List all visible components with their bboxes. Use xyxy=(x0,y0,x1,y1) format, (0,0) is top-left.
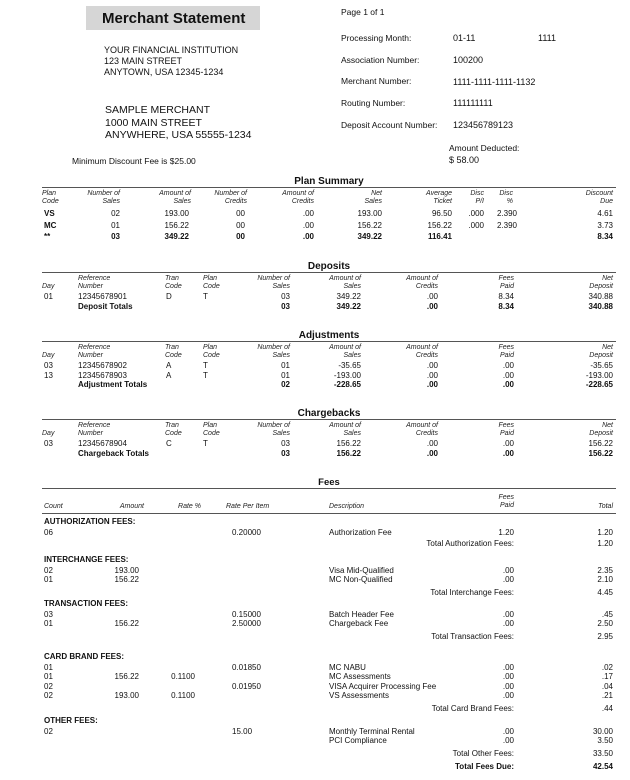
merchant-address xyxy=(105,104,252,142)
fee-count: 02 xyxy=(44,565,53,575)
plan-cell: 156.22 xyxy=(357,220,382,230)
fee-group-total-value: .44 xyxy=(601,703,613,713)
fee-description: VISA Acquirer Processing Fee xyxy=(329,681,437,691)
chargebacks-cell: .00 xyxy=(426,439,438,448)
plan-cell: 01 xyxy=(111,220,120,230)
fee-group-title: AUTHORIZATION FEES: xyxy=(44,517,136,526)
fee-group-total-label: Total Interchange Fees: xyxy=(430,587,514,597)
address-line: 1000 MAIN STREET xyxy=(105,116,202,129)
statement-title: Merchant Statement xyxy=(102,10,246,27)
deposits-total-cell: 340.88 xyxy=(588,301,613,311)
institution-address xyxy=(104,45,238,78)
fee-group-title: INTERCHANGE FEES: xyxy=(44,555,129,564)
adjustments-total-cell: 02 xyxy=(281,380,290,389)
fee-total: 2.35 xyxy=(597,565,613,575)
field-value: 01-11 xyxy=(453,33,476,43)
adjustments-cell: .00 xyxy=(502,370,514,380)
deposits-cell: 03 xyxy=(281,292,290,301)
fee-group-total-label: Total Card Brand Fees: xyxy=(431,703,514,713)
divider xyxy=(42,513,616,514)
divider xyxy=(42,419,616,420)
chargebacks-cell: 156.22 xyxy=(336,439,361,448)
plan-cell: 3.73 xyxy=(597,220,613,230)
fee-total: 1.20 xyxy=(597,527,613,537)
column-header-day: Day xyxy=(42,283,55,290)
fee-description: VS Assessments xyxy=(329,691,390,700)
fees-header-rate: Rate % xyxy=(178,503,201,510)
fee-paid: .00 xyxy=(502,672,514,681)
column-header: Amount of Credits xyxy=(406,275,438,290)
plan-total-cell: 00 xyxy=(236,232,245,241)
deposits-cell: 340.88 xyxy=(588,292,613,301)
field-value: 111111111 xyxy=(453,98,493,108)
column-header: Net Deposit xyxy=(589,344,613,359)
divider xyxy=(42,488,616,489)
plan-cell: .00 xyxy=(302,220,314,230)
fee-group-title: TRANSACTION FEES: xyxy=(44,599,128,608)
fee-amount: 156.22 xyxy=(114,575,139,584)
column-header: Plan Code xyxy=(203,344,220,359)
divider xyxy=(42,187,616,188)
plan-column-header: Disc % xyxy=(499,190,513,205)
fees-header-per-item: Rate Per Item xyxy=(226,503,270,510)
amount-deducted-value: $ 58.00 xyxy=(449,155,480,165)
plan-cell: 2.390 xyxy=(496,209,517,218)
address-line: ANYTOWN, USA 12345-1234 xyxy=(104,67,224,77)
fee-count: 02 xyxy=(44,681,53,691)
fee-rate-per-item: 0.01950 xyxy=(232,681,261,691)
adjustments-cell: 01 xyxy=(281,361,290,370)
plan-cell: 2.390 xyxy=(496,220,517,230)
adjustments-cell: A xyxy=(166,361,172,370)
fee-rate-per-item: 15.00 xyxy=(232,726,253,736)
column-header-day: Day xyxy=(42,430,55,437)
fee-count: 01 xyxy=(44,662,53,672)
adjustments-cell: -193.00 xyxy=(333,370,361,380)
adjustments-cell: 03 xyxy=(44,361,53,370)
adjustments-cell: -35.65 xyxy=(338,361,361,370)
fee-rate: 0.1100 xyxy=(171,672,195,681)
column-header: Amount of Credits xyxy=(406,344,438,359)
fee-paid: .00 xyxy=(502,662,514,672)
fees-title: Fees xyxy=(318,477,340,488)
adjustments-cell: -35.65 xyxy=(590,361,613,370)
chargebacks-cell: 156.22 xyxy=(588,439,613,448)
amount-deducted-label: Amount Deducted: xyxy=(449,143,520,153)
deposits-title: Deposits xyxy=(307,261,351,272)
plan-cell: 00 xyxy=(236,209,245,218)
plan-column-header: Net Sales xyxy=(364,190,382,205)
total-fees-due-value: 42.54 xyxy=(592,762,613,771)
plan-cell: 02 xyxy=(111,209,120,218)
fee-paid: .00 xyxy=(502,726,514,736)
column-header: Amount of Sales xyxy=(329,422,361,437)
fee-count: 01 xyxy=(44,619,53,628)
fee-description: Batch Header Fee xyxy=(329,609,394,619)
column-header: Fees Paid xyxy=(498,422,514,437)
fee-group-total-value: 2.95 xyxy=(597,631,613,641)
adjustments-cell: T xyxy=(203,361,208,370)
fee-description: PCI Compliance xyxy=(329,736,387,745)
fee-paid: .00 xyxy=(502,609,514,619)
column-header: Number of Sales xyxy=(257,275,290,290)
column-header: Plan Code xyxy=(203,275,220,290)
adjustments-total-cell: -228.65 xyxy=(333,380,361,389)
fees-header-total: Total xyxy=(598,503,613,510)
deposits-total-cell: 349.22 xyxy=(336,301,361,311)
field-label: Merchant Number: xyxy=(341,76,412,86)
fee-description: MC Non-Qualified xyxy=(329,575,393,584)
fee-description: Authorization Fee xyxy=(329,527,392,537)
fee-group-total-label: Total Authorization Fees: xyxy=(426,539,514,548)
fee-total: .21 xyxy=(601,691,613,700)
plan-column-header: Plan Code xyxy=(42,190,59,205)
adjustments-cell: A xyxy=(166,370,172,380)
fee-group-total-label: Total Transaction Fees: xyxy=(431,631,514,641)
plan-total-cell: 349.22 xyxy=(357,232,382,241)
fee-total: 3.50 xyxy=(597,736,613,745)
column-header: Plan Code xyxy=(203,422,220,437)
plan-total-cell: 03 xyxy=(111,232,120,241)
chargebacks-cell: C xyxy=(166,439,172,448)
fee-group-title: CARD BRAND FEES: xyxy=(44,652,124,661)
fee-total: .02 xyxy=(601,662,613,672)
fee-count: 02 xyxy=(44,691,53,700)
fee-paid: .00 xyxy=(502,619,514,628)
adjustments-cell: .00 xyxy=(426,370,438,380)
plan-cell: .000 xyxy=(468,209,484,218)
deposits-cell: .00 xyxy=(426,292,438,301)
divider xyxy=(42,272,616,273)
plan-total-cell: .00 xyxy=(302,232,314,241)
chargebacks-cell: 03 xyxy=(281,439,290,448)
deposits-cell: 01 xyxy=(44,292,53,301)
fee-amount: 156.22 xyxy=(114,672,139,681)
adjustments-total-cell: .00 xyxy=(502,380,514,389)
fee-group-title: OTHER FEES: xyxy=(44,716,98,725)
adjustments-cell: 12345678903 xyxy=(78,370,127,380)
plan-total-cell: 116.41 xyxy=(427,232,452,241)
column-header: Tran Code xyxy=(165,275,182,290)
column-header: Amount of Sales xyxy=(329,275,361,290)
adjustments-cell: 13 xyxy=(44,370,53,380)
column-header: Reference Number xyxy=(78,275,111,290)
plan-cell: .00 xyxy=(302,209,314,218)
plan-total-cell: 8.34 xyxy=(597,232,613,241)
field-label: Deposit Account Number: xyxy=(341,120,438,130)
plan-cell: 156.22 xyxy=(427,220,452,230)
plan-cell: 4.61 xyxy=(597,209,613,218)
fee-paid: .00 xyxy=(502,691,514,700)
column-header: Fees Paid xyxy=(498,275,514,290)
adjustments-cell: .00 xyxy=(426,361,438,370)
column-header: Reference Number xyxy=(78,422,111,437)
adjustments-cell: 01 xyxy=(281,370,290,380)
fees-header-description: Description xyxy=(329,503,365,510)
plan-cell: 96.50 xyxy=(431,209,452,218)
total-fees-due-label: Total Fees Due: xyxy=(455,762,514,771)
plan-cell: .000 xyxy=(468,220,484,230)
plan-column-header: Number of Sales xyxy=(87,190,120,205)
address-line: ANYWHERE, USA 55555-1234 xyxy=(105,129,252,141)
fee-total: 30.00 xyxy=(592,726,613,736)
deposits-total-cell: 03 xyxy=(281,301,290,311)
fee-count: 06 xyxy=(44,527,53,537)
fee-description: MC NABU xyxy=(329,662,366,672)
fees-header-amount: Amount xyxy=(119,503,144,510)
adjustments-cell: .00 xyxy=(502,361,514,370)
address-line: SAMPLE MERCHANT xyxy=(105,104,211,116)
fee-rate-per-item: 2.50000 xyxy=(232,619,261,628)
fee-total: 2.10 xyxy=(597,575,613,584)
fee-count: 01 xyxy=(44,672,53,681)
plan-cell: 193.00 xyxy=(357,209,382,218)
field-label: Routing Number: xyxy=(341,98,406,108)
field-value: 100200 xyxy=(453,55,484,65)
chargebacks-total-label: Chargeback Totals xyxy=(78,448,149,458)
plan-cell: 156.22 xyxy=(164,220,189,230)
fee-paid: .00 xyxy=(502,565,514,575)
field-label: Processing Month: xyxy=(341,33,412,43)
page-indicator: Page 1 of 1 xyxy=(341,7,385,17)
plan-column-header: Discount Due xyxy=(585,190,613,205)
fee-group-total-value: 4.45 xyxy=(597,587,613,597)
fee-count: 03 xyxy=(44,609,53,619)
chargebacks-cell: 12345678904 xyxy=(78,439,127,448)
column-header: Reference Number xyxy=(78,344,111,359)
plan-total-cell: 349.22 xyxy=(164,232,189,241)
statement-title-box xyxy=(86,6,260,30)
column-header: Amount of Sales xyxy=(329,344,361,359)
address-line: YOUR FINANCIAL INSTITUTION xyxy=(104,45,239,55)
plan-column-header: Number of Credits xyxy=(214,190,247,205)
deposits-cell: D xyxy=(166,292,172,301)
chargebacks-title: Chargebacks xyxy=(297,408,361,419)
field-extra-value: 1111 xyxy=(538,33,557,43)
chargebacks-cell: .00 xyxy=(502,439,514,448)
minimum-discount-note: Minimum Discount Fee is $25.00 xyxy=(72,156,196,166)
fee-group-total-value: 33.50 xyxy=(592,748,613,758)
chargebacks-total-cell: 156.22 xyxy=(588,448,613,458)
deposits-cell: 349.22 xyxy=(336,292,361,301)
adjustments-total-cell: -228.65 xyxy=(585,380,613,389)
field-value: 123456789123 xyxy=(453,120,514,130)
field-label: Association Number: xyxy=(341,55,420,65)
fee-paid: 1.20 xyxy=(498,527,514,537)
fee-description: Monthly Terminal Rental xyxy=(329,726,415,736)
column-header: Tran Code xyxy=(165,344,182,359)
fee-description: MC Assessments xyxy=(329,672,391,681)
adjustments-title: Adjustments xyxy=(298,330,360,341)
fee-rate: 0.1100 xyxy=(171,691,195,700)
deposits-total-cell: 8.34 xyxy=(498,301,514,311)
plan-column-header: Amount of Sales xyxy=(159,190,191,205)
fee-description: Visa Mid-Qualified xyxy=(329,565,394,575)
fee-amount: 156.22 xyxy=(114,619,139,628)
column-header: Net Deposit xyxy=(589,275,613,290)
deposits-cell: 8.34 xyxy=(498,292,514,301)
fee-count: 02 xyxy=(44,726,53,736)
chargebacks-cell: T xyxy=(203,439,208,448)
column-header: Amount of Credits xyxy=(406,422,438,437)
fee-total: .17 xyxy=(601,672,613,681)
fee-description: Chargeback Fee xyxy=(329,619,389,628)
deposits-total-cell: .00 xyxy=(426,301,438,311)
chargebacks-total-cell: .00 xyxy=(426,448,438,458)
deposits-total-label: Deposit Totals xyxy=(78,301,133,311)
field-value: 1111-1111-1111-1132 xyxy=(453,77,536,87)
plan-cell: MC xyxy=(44,220,57,230)
adjustments-total-label: Adjustment Totals xyxy=(78,380,148,389)
fee-paid: .00 xyxy=(502,736,514,745)
plan-cell: 00 xyxy=(236,220,245,230)
column-header: Net Deposit xyxy=(589,422,613,437)
fees-header-paid: Fees Paid xyxy=(498,494,514,509)
deposits-cell: T xyxy=(203,292,208,301)
deposits-cell: 12345678901 xyxy=(78,292,127,301)
column-header: Number of Sales xyxy=(257,344,290,359)
plan-cell: 193.00 xyxy=(164,209,189,218)
adjustments-cell: -193.00 xyxy=(585,370,613,380)
fee-amount: 193.00 xyxy=(114,565,139,575)
fees-header-count: Count xyxy=(44,503,63,510)
plan-column-header: Amount of Credits xyxy=(282,190,314,205)
fee-amount: 193.00 xyxy=(114,691,139,700)
chargebacks-total-cell: 156.22 xyxy=(336,448,361,458)
fee-group-total-value: 1.20 xyxy=(597,539,613,548)
column-header: Fees Paid xyxy=(498,344,514,359)
fee-rate-per-item: 0.01850 xyxy=(232,662,261,672)
column-header: Number of Sales xyxy=(257,422,290,437)
plan-total-cell: ** xyxy=(44,232,51,241)
fee-total: .04 xyxy=(601,681,613,691)
column-header: Tran Code xyxy=(165,422,182,437)
divider xyxy=(42,341,616,342)
chargebacks-total-cell: 03 xyxy=(281,448,290,458)
plan-summary-title: Plan Summary xyxy=(294,176,364,187)
adjustments-cell: 12345678902 xyxy=(78,361,127,370)
fee-group-total-label: Total Other Fees: xyxy=(452,748,514,758)
fee-total: 2.50 xyxy=(597,619,613,628)
adjustments-cell: T xyxy=(203,370,208,380)
fee-paid: .00 xyxy=(502,681,514,691)
plan-cell: VS xyxy=(44,209,55,218)
chargebacks-cell: 03 xyxy=(44,439,53,448)
fee-total: .45 xyxy=(601,609,613,619)
adjustments-total-cell: .00 xyxy=(426,380,438,389)
fee-paid: .00 xyxy=(502,575,514,584)
plan-column-header: Disc P/I xyxy=(470,190,484,205)
fee-rate-per-item: 0.15000 xyxy=(232,609,261,619)
chargebacks-total-cell: .00 xyxy=(502,448,514,458)
fee-rate-per-item: 0.20000 xyxy=(232,527,261,537)
fee-count: 01 xyxy=(44,575,53,584)
address-line: 123 MAIN STREET xyxy=(104,56,183,66)
column-header-day: Day xyxy=(42,352,55,359)
plan-column-header: Average Ticket xyxy=(426,190,452,205)
